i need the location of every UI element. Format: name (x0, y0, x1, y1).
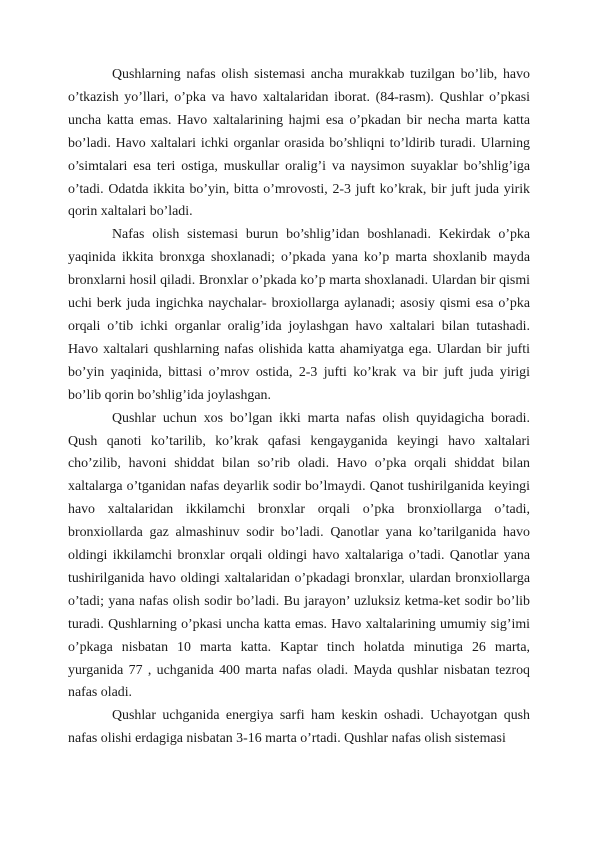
document-body (68, 64, 530, 751)
paragraph-1: Qushlarning nafas olish sistemasi ancha murakkab tuzilgan bo’lib, havo o’tkazish yo’llari, o’pka va havo xaltalaridan iborat. (84-rasm). Qushlar o’pkasi uncha katta emas. Havo xaltalarining hajmi esa o’pkadan bir necha marta katta bo’ladi. Havo xaltalari ichki organlar orasida bo’shliqni to’ldirib turadi. Ularning o’simtalari esa teri ostiga, muskullar oralig’i va naysimon suyaklar bo’shlig’iga o’tadi. Odatda ikkita bo’yin, bitta o’mrovosti, 2-3 juft ko’krak, bir juft juda yirik qorin xaltalari bo’ladi. (68, 67, 530, 220)
paragraph-3: Qushlar uchun xos bo’lgan ikki marta nafas olish quyidagicha boradi. Qush qanoti ko’tarilib, ko’krak qafasi kengayganida keyingi havo xaltalari cho’zilib, havoni shiddat bilan so’rib oladi. Havo o’pka orqali shiddat bilan xaltalarga o’tganidan nafas deyarlik sodir bo’lmaydi. Qanot tushirilganida keyingi havo xaltalaridan ikkilamchi bronxlar orqali o’pka bronxiollarga o’tadi, bronxiollarda gaz almashinuv sodir bo’ladi. Qanotlar yana ko’tarilganida havo oldingi ikkilamchi bronxlar orqali oldingi havo xaltalariga o’tadi. Qanotlar yana tushirilganida havo oldingi xaltalaridan o’pkadagi bronxlar, ulardan bronxiollarga o’tadi; yana nafas olish sodir bo’ladi. Bu jarayon’ uzluksiz ketma-ket sodir bo’lib turadi. Qushlarning o’pkasi uncha katta emas. Havo xaltalarining umumiy sig’imi o’pkaga nisbatan 10 marta katta. Kaptar tinch holatda minutiga 26 marta, yurganida 77 , uchganida 400 marta nafas oladi. Mayda qushlar nisbatan tezroq nafas oladi. (68, 410, 530, 701)
paragraph-4: Qushlar uchganida energiya sarfi ham keskin oshadi. Uchayotgan qush nafas olishi erdagiga nisbatan 3-16 marta o’rtadi. Qushlar nafas olish sistemasi (68, 708, 530, 747)
paragraph-2: Nafas olish sistemasi burun bo’shlig’idan boshlanadi. Kekirdak o’pka yaqinida ikkita bronxga shoxlanadi; o’pkada yana ko’p marta shoxlanib mayda bronxlarni hosil qiladi. Bronxlar o’pkada ko’p marta shoxlanadi. Ulardan bir qismi uchi berk juda ingichka naychalar- broxiollarga aylanadi; asosiy qismi esa o’pka orqali o’tib ichki organlar oralig’ida joylashgan havo xaltalari bilan tutashadi. Havo xaltalari qushlarning nafas olishida katta ahamiyatga ega. Ulardan bir jufti bo’yin yaqinida, bittasi o’mrov ostida, 2-3 jufti ko’krak va bir juft juda yirigi bo’lib qorin bo’shlig’ida joylashgan. (68, 227, 530, 403)
